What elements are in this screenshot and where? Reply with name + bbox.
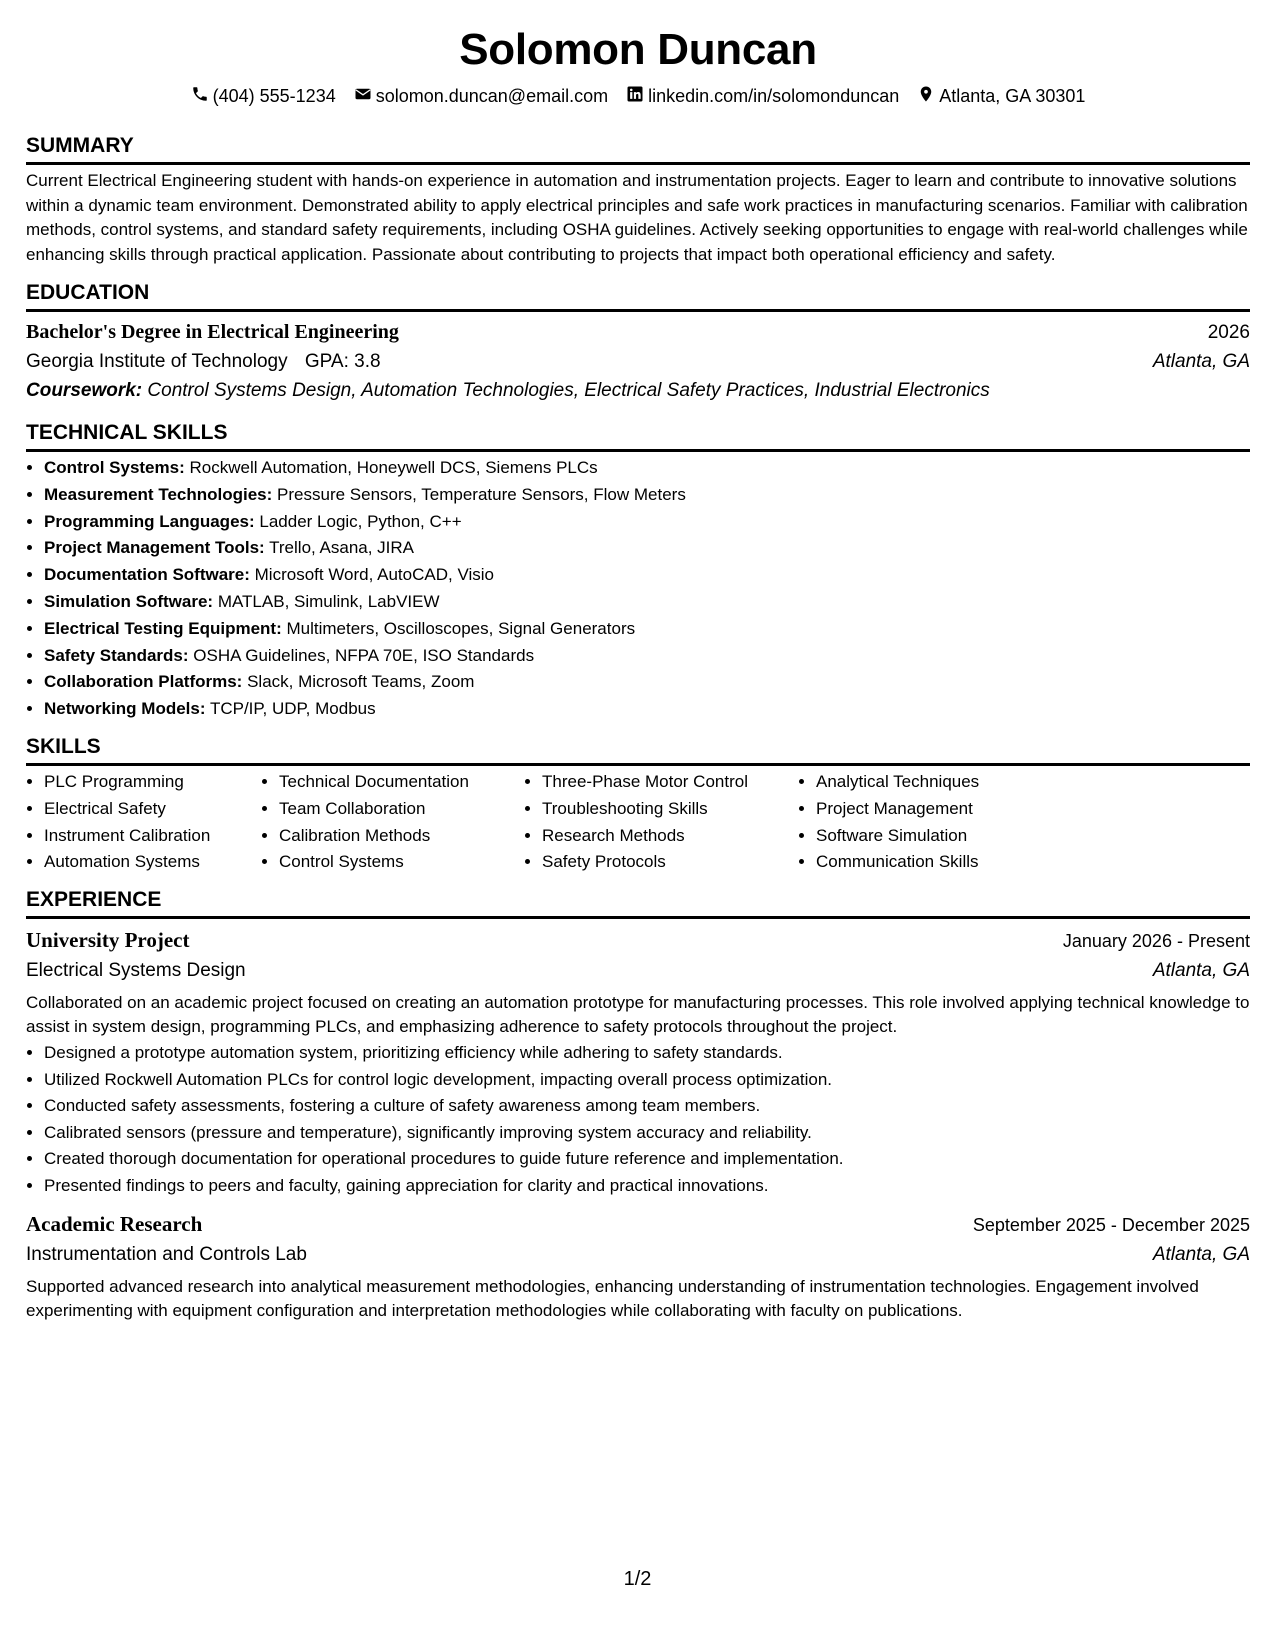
map-marker-icon <box>917 85 935 108</box>
section-title-technical-skills: TECHNICAL SKILLS <box>26 419 1250 452</box>
job-description: Supported advanced research into analytical measurement methodologies, enhancing understanding of instrumentation technologies. Engagement involved experimenting with equipment configuration and interpretation methodologies while collaborating with faculty on publications. <box>26 1277 1199 1321</box>
section-title-education: EDUCATION <box>26 279 1250 312</box>
skills-section <box>26 733 1250 876</box>
tech-skill-label: Control Systems: <box>44 458 185 477</box>
tech-skill-item <box>44 482 1250 509</box>
skill-item: • Automation Systems <box>44 849 256 876</box>
tech-skill-label: Project Management Tools: <box>44 538 265 558</box>
coursework-label: Coursework: <box>26 380 143 401</box>
skill-item: • Calibration Methods <box>279 823 524 850</box>
education-school-row <box>26 347 1250 377</box>
skills-column <box>524 769 798 876</box>
job-bullet: • Calibrated sensors (pressure and temperature), significantly improving system accuracy and reliability. <box>44 1120 1250 1147</box>
job-subtitle: Electrical Systems Design <box>26 960 246 982</box>
tech-skill-item <box>44 616 1250 643</box>
degree: Bachelor's Degree in Electrical Engineering <box>26 321 399 343</box>
job-header-row <box>26 1209 1250 1240</box>
tech-skill-item <box>44 562 1250 589</box>
school-location: Atlanta, GA <box>1152 351 1250 372</box>
contact-phone <box>191 85 336 108</box>
job-entry <box>26 1209 1250 1323</box>
tech-skill-label: Documentation Software: <box>44 565 250 585</box>
job-dates: September 2025 - December 2025 <box>972 1215 1250 1236</box>
school-info <box>26 347 381 377</box>
contact-location <box>917 85 1085 108</box>
tech-skill-item <box>44 455 1250 482</box>
gpa: GPA: 3.8 <box>304 351 381 372</box>
tech-skill-value: Slack, Microsoft Teams, Zoom <box>247 672 475 692</box>
job-bullet: • Designed a prototype automation system, prioritizing efficiency while adhering to safety standards. <box>44 1040 1250 1067</box>
tech-skill-label: Programming Languages: <box>44 511 255 531</box>
skill-item: • Software Simulation <box>816 823 1056 850</box>
experience-section <box>26 886 1250 1323</box>
skill-item: • Electrical Safety <box>44 796 256 823</box>
summary-text: Current Electrical Engineering student with hands-on experience in automation and instrumentation projects. Eager to learn and contribute to innovative solutions within a dynamic team environment. Demonstrated ability to apply electrical principles and safe work practices in manufacturing scenarios. Familiar with calibration methods, control systems, and standard safety requirements, including OSHA guidelines. Actively seeking opportunities to engage with real-world challenges while enhancing skills through practical application. Passionate about contributing to projects that impact both operational efficiency and safety. <box>26 171 1248 264</box>
tech-skill-value: Ladder Logic, Python, C++ <box>259 511 462 531</box>
tech-skill-item <box>44 509 1250 536</box>
education-section <box>26 279 1250 405</box>
tech-skill-item <box>44 643 1250 670</box>
candidate-name: Solomon Duncan <box>459 25 817 74</box>
linkedin-text[interactable]: linkedin.com/in/solomonduncan <box>648 85 900 106</box>
job-bullet: • Presented findings to peers and faculty, gaining appreciation for clarity and practical innovations. <box>44 1173 1250 1200</box>
contact-email[interactable] <box>354 85 608 108</box>
job-bullet: • Conducted safety assessments, fostering a culture of safety awareness among team members. <box>44 1093 1250 1120</box>
job-subtitle: Instrumentation and Controls Lab <box>26 1244 307 1266</box>
tech-skill-value: Trello, Asana, JIRA <box>269 538 415 558</box>
job-location: Atlanta, GA <box>1152 1244 1250 1266</box>
tech-skill-label: Collaboration Platforms: <box>44 672 243 692</box>
job-header-row <box>26 925 1250 956</box>
skill-item: • Control Systems <box>279 849 524 876</box>
tech-skill-item <box>44 535 1250 562</box>
tech-skill-value: TCP/IP, UDP, Modbus <box>209 699 376 719</box>
skills-column <box>261 769 524 876</box>
job-subtitle-row <box>26 956 1250 986</box>
page-number: 1/2 <box>623 1568 652 1590</box>
job-bullet: • Utilized Rockwell Automation PLCs for control logic development, impacting overall process optimization. <box>44 1067 1250 1094</box>
skill-item: • Team Collaboration <box>279 796 524 823</box>
phone-text: (404) 555-1234 <box>212 85 336 106</box>
job-title: University Project <box>26 928 190 953</box>
job-description: Collaborated on an academic project focused on creating an automation prototype for manufacturing processes. This role involved applying technical knowledge to assist in system design, programming PLCs, and emphasizing adherence to safety protocols throughout the project. <box>26 993 1250 1037</box>
tech-skill-item <box>44 669 1250 696</box>
job-entry <box>26 925 1250 1199</box>
section-title-experience: EXPERIENCE <box>26 886 1250 919</box>
job-dates: January 2026 - Present <box>1062 931 1250 952</box>
contact-bar <box>26 84 1250 108</box>
tech-skill-item <box>44 696 1250 723</box>
tech-skill-value: MATLAB, Simulink, LabVIEW <box>217 591 440 611</box>
school-name: Georgia Institute of Technology <box>26 351 288 372</box>
tech-skill-value: Microsoft Word, AutoCAD, Visio <box>254 565 494 585</box>
job-title: Academic Research <box>26 1212 203 1237</box>
resume-page <box>26 0 1250 1323</box>
section-title-summary: SUMMARY <box>26 132 1250 165</box>
skills-grid <box>26 769 1250 876</box>
job-bullets <box>26 1040 1250 1199</box>
tech-skill-label: Safety Standards: <box>44 645 189 665</box>
email-text[interactable]: solomon.duncan@email.com <box>375 85 609 106</box>
skill-item: • Technical Documentation <box>279 769 524 796</box>
phone-icon <box>191 85 209 108</box>
tech-skill-value: Pressure Sensors, Temperature Sensors, Flow Meters <box>277 484 686 504</box>
skill-item: • Troubleshooting Skills <box>542 796 798 823</box>
skills-column <box>798 769 1056 876</box>
skill-item: • PLC Programming <box>44 769 256 796</box>
skill-item: • Project Management <box>816 796 1056 823</box>
skill-item: • Instrument Calibration <box>44 823 256 850</box>
job-bullet: • Created thorough documentation for operational procedures to guide future reference and implementation. <box>44 1146 1250 1173</box>
skill-item: • Analytical Techniques <box>816 769 1056 796</box>
tech-skill-item <box>44 589 1250 616</box>
tech-skill-value: Multimeters, Oscilloscopes, Signal Generators <box>286 618 636 638</box>
coursework-text: Control Systems Design, Automation Technologies, Electrical Safety Practices, Industrial Electronics <box>147 380 990 401</box>
technical-skills-list <box>26 455 1250 723</box>
coursework-line <box>26 377 1250 405</box>
skill-item: • Communication Skills <box>816 849 1056 876</box>
graduation-year: 2026 <box>1207 322 1250 343</box>
linkedin-icon <box>626 85 644 108</box>
skill-item: • Three-Phase Motor Control <box>542 769 798 796</box>
contact-linkedin[interactable] <box>626 85 899 108</box>
skills-column <box>26 769 256 876</box>
technical-skills-section <box>26 419 1250 723</box>
envelope-icon <box>354 85 372 108</box>
skill-item: • Safety Protocols <box>542 849 798 876</box>
job-location: Atlanta, GA <box>1152 960 1250 982</box>
education-header-row <box>26 318 1250 347</box>
tech-skill-label: Networking Models: <box>44 699 206 719</box>
skill-item: • Research Methods <box>542 823 798 850</box>
tech-skill-label: Measurement Technologies: <box>44 484 273 504</box>
section-title-skills: SKILLS <box>26 733 1250 766</box>
tech-skill-value: OSHA Guidelines, NFPA 70E, ISO Standards <box>193 645 535 665</box>
job-subtitle-row <box>26 1240 1250 1270</box>
tech-skill-value: Rockwell Automation, Honeywell DCS, Siemens PLCs <box>189 458 598 477</box>
location-text: Atlanta, GA 30301 <box>939 85 1086 106</box>
summary-section <box>26 132 1250 267</box>
tech-skill-label: Simulation Software: <box>44 591 214 611</box>
tech-skill-label: Electrical Testing Equipment: <box>44 618 282 638</box>
